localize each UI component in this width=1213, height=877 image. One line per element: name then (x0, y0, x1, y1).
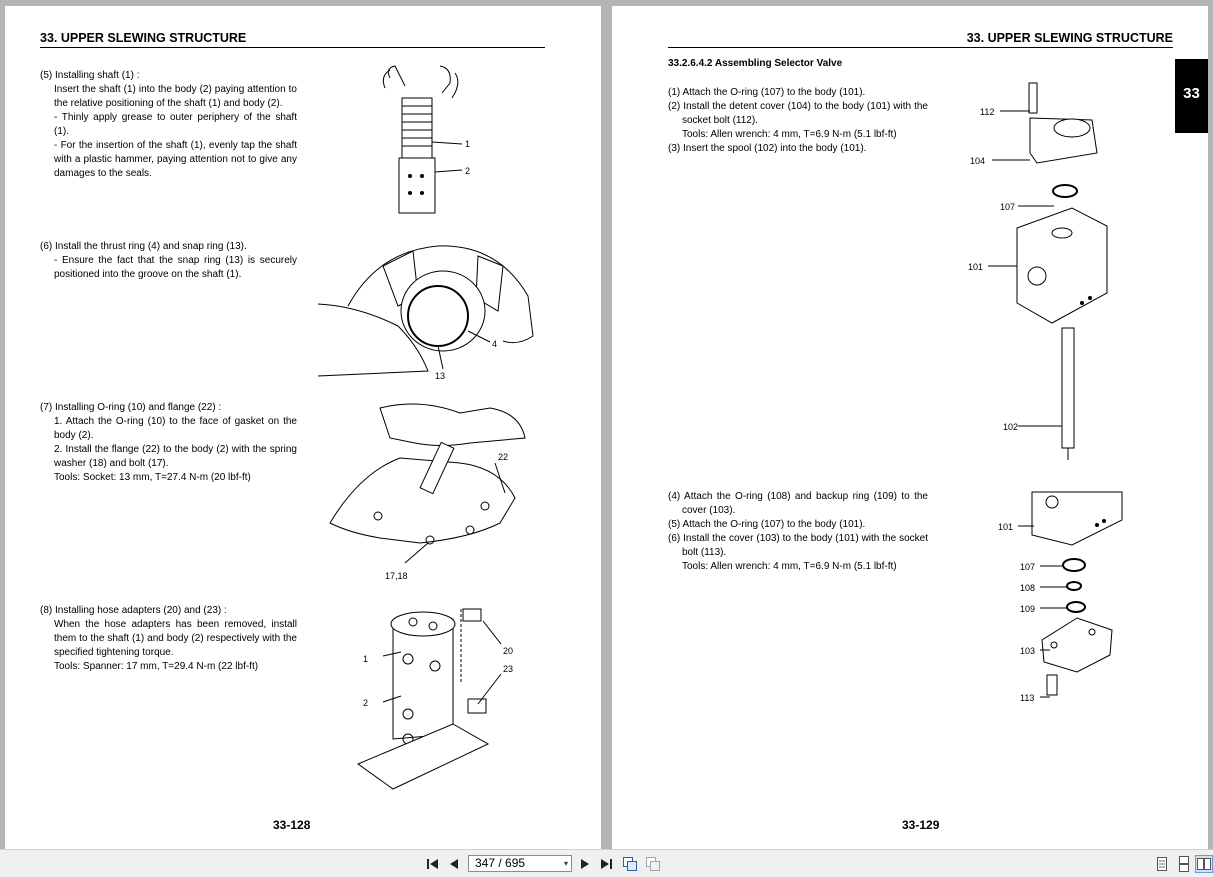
prev-page-icon[interactable] (446, 856, 462, 872)
figB-label-107: 107 (1020, 562, 1036, 572)
step5-text (40, 69, 297, 181)
viewer-toolbar (0, 849, 1213, 877)
fig8-label-20: 20 (503, 646, 514, 656)
figB-label-109: 109 (1020, 604, 1036, 614)
two-page-view-icon[interactable] (1196, 856, 1212, 872)
step8-line: When the hose adapters has been removed, install them to the shaft (1) and body (2) respectively with the specified tightening torque. (54, 619, 297, 658)
step7-line: 1. Attach the O-ring (10) to the face of gasket on the body (2). (54, 416, 297, 441)
step8-tools: Tools: Spanner: 17 mm, T=29.4 N-m (22 lbf-ft) (54, 661, 259, 672)
chapter-tab: 33 (1175, 59, 1208, 133)
step8-text (40, 604, 297, 674)
figB-label-101: 101 (998, 522, 1014, 532)
step5-line: - Thinly apply grease to outer periphery of the shaft (1). (54, 112, 297, 137)
right-page-number: 33-129 (902, 818, 940, 832)
fig5-label-2: 2 (465, 166, 471, 176)
figure-flange-install (320, 398, 530, 583)
left-page (5, 6, 601, 849)
fig7-label-22: 22 (498, 452, 509, 462)
page-indicator-text: 347 / 695 (475, 856, 526, 870)
step5-title: (5) Installing shaft (1) : (40, 70, 140, 81)
figure-selector-valve-exploded (962, 78, 1122, 468)
step-line: (3) Insert the spool (102) into the body (101). (668, 143, 867, 154)
step-line: (1) Attach the O-ring (107) to the body (101). (668, 87, 866, 98)
fig6-label-4: 4 (492, 339, 498, 349)
figA-label-112: 112 (980, 107, 995, 117)
fig8-label-1: 1 (363, 654, 369, 664)
step6-text (40, 240, 297, 282)
next-page-icon[interactable] (577, 856, 593, 872)
right-header-rule (668, 47, 1173, 48)
step5-line: - For the insertion of the shaft (1), evenly tap the shaft with a plastic hammer, paying attention not to give any damages to the seals. (54, 140, 297, 179)
steps-1-3-text (668, 86, 928, 156)
step6-line: - Ensure the fact that the snap ring (13) is securely positioned into the groove on the shaft (1). (54, 255, 297, 280)
step8-title: (8) Installing hose adapters (20) and (23) : (40, 605, 227, 616)
step-tools: Tools: Allen wrench: 4 mm, T=6.9 N-m (5.1 lbf-ft) (682, 561, 897, 572)
page-number-input[interactable] (468, 855, 572, 872)
figA-label-101: 101 (968, 262, 984, 272)
step-tools: Tools: Allen wrench: 4 mm, T=6.9 N-m (5.1 lbf-ft) (682, 129, 897, 140)
figA-label-107: 107 (1000, 202, 1016, 212)
page-dropdown-icon[interactable]: ▾ (563, 859, 568, 868)
continuous-view-icon[interactable] (1176, 856, 1192, 872)
section-title: 33.2.6.4.2 Assembling Selector Valve (668, 58, 843, 69)
copy-icon[interactable] (622, 856, 638, 872)
figure-hose-adapters (353, 604, 523, 794)
step-line: (6) Install the cover (103) to the body (101) with the socket bolt (113). (668, 533, 928, 558)
left-page-number: 33-128 (273, 818, 311, 832)
first-page-icon[interactable] (425, 856, 441, 872)
fig8-label-2: 2 (363, 698, 369, 708)
steps-4-6-text (668, 490, 928, 574)
step7-tools: Tools: Socket: 13 mm, T=27.4 N-m (20 lbf-ft) (54, 472, 251, 483)
step6-title: (6) Install the thrust ring (4) and snap ring (13). (40, 241, 247, 252)
right-page-header: 33. UPPER SLEWING STRUCTURE (966, 31, 1173, 45)
step-line: (4) Attach the O-ring (108) and backup ring (109) to the cover (103). (668, 491, 928, 516)
figure-snap-ring (318, 236, 543, 381)
figure-shaft-insertion (370, 58, 480, 218)
step7-line: 2. Install the flange (22) to the body (2) with the spring washer (18) and bolt (17). (54, 444, 297, 469)
fig6-label-13: 13 (435, 371, 446, 381)
left-header-rule (40, 47, 545, 48)
figA-label-104: 104 (970, 156, 986, 166)
fig8-label-23: 23 (503, 664, 514, 674)
right-page (612, 6, 1208, 849)
left-page-header: 33. UPPER SLEWING STRUCTURE (40, 31, 247, 45)
figA-label-102: 102 (1003, 422, 1019, 432)
last-page-icon[interactable] (598, 856, 614, 872)
figB-label-113: 113 (1020, 693, 1035, 703)
figB-label-103: 103 (1020, 646, 1036, 656)
fig7-label-17-18: 17,18 (385, 571, 408, 581)
step-line: (5) Attach the O-ring (107) to the body (101). (668, 519, 866, 530)
step-line: (2) Install the detent cover (104) to the body (101) with the socket bolt (112). (668, 101, 928, 126)
fig5-label-1: 1 (465, 139, 471, 149)
single-page-view-icon[interactable] (1154, 856, 1170, 872)
paste-icon[interactable] (645, 856, 661, 872)
figure-selector-valve-cover (982, 490, 1132, 705)
step5-line: Insert the shaft (1) into the body (2) paying attention to the relative positioning of the shaft (1) and body (2). (54, 84, 297, 109)
step7-title: (7) Installing O-ring (10) and flange (22) : (40, 402, 222, 413)
figB-label-108: 108 (1020, 583, 1036, 593)
step7-text (40, 401, 297, 485)
